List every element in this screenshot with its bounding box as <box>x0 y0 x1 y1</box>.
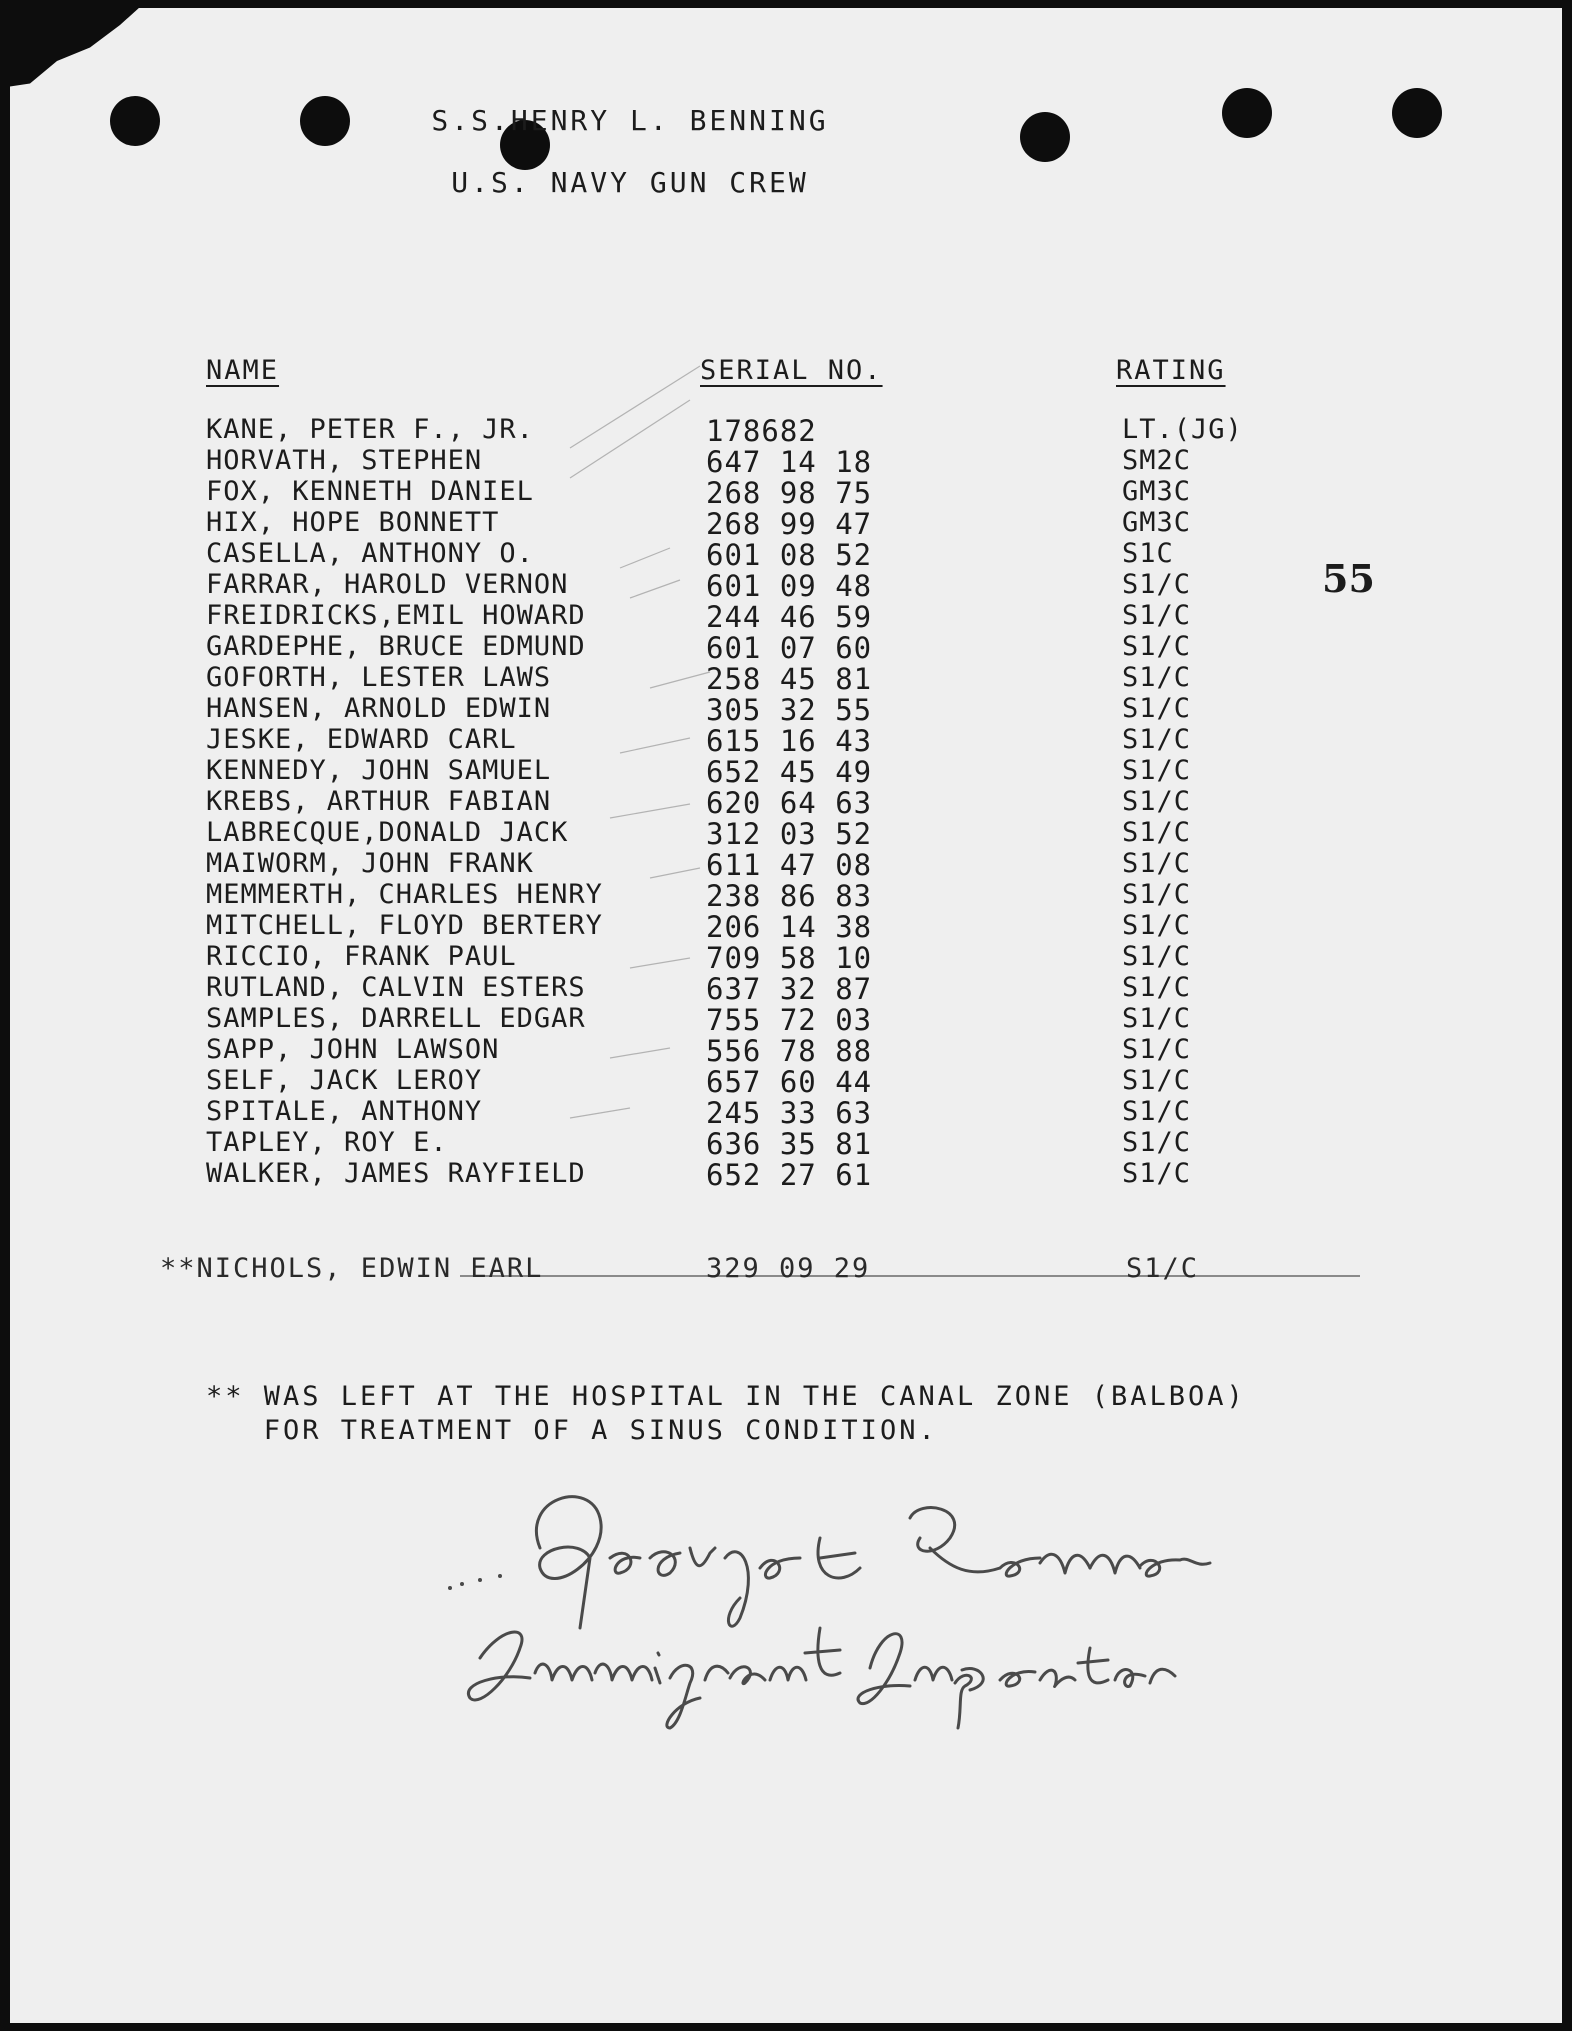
crew-serial: 601 07 60 <box>706 631 873 665</box>
crew-rating: S1/C <box>1122 1003 1192 1034</box>
crew-name: SELF, JACK LEROY <box>206 1065 483 1096</box>
crew-row <box>206 786 1306 820</box>
strike-line <box>460 1275 1360 1277</box>
crew-name: CASELLA, ANTHONY O. <box>206 538 534 569</box>
crew-rating: S1/C <box>1122 631 1192 662</box>
left-behind-serial: 329 09 29 <box>706 1253 871 1284</box>
crew-name: RICCIO, FRANK PAUL <box>206 941 517 972</box>
crew-serial: 238 86 83 <box>706 879 873 913</box>
crew-serial: 268 99 47 <box>706 507 873 541</box>
crew-rating: S1/C <box>1122 662 1192 693</box>
crew-row <box>206 1065 1306 1099</box>
crew-row <box>206 1127 1306 1161</box>
crew-row <box>206 507 1306 541</box>
crew-serial: 268 98 75 <box>706 476 873 510</box>
crew-name: GOFORTH, LESTER LAWS <box>206 662 552 693</box>
crew-serial: 620 64 63 <box>706 786 873 820</box>
crew-name: GARDEPHE, BRUCE EDMUND <box>206 631 586 662</box>
crew-name: SPITALE, ANTHONY <box>206 1096 483 1127</box>
crew-rating: S1/C <box>1122 569 1192 600</box>
crew-serial: 258 45 81 <box>706 662 873 696</box>
crew-row <box>206 817 1306 851</box>
crew-name: KREBS, ARTHUR FABIAN <box>206 786 552 817</box>
crew-serial: 206 14 38 <box>706 910 873 944</box>
crew-rating: GM3C <box>1122 476 1192 507</box>
crew-rating: S1/C <box>1122 972 1192 1003</box>
crew-row <box>206 445 1306 479</box>
crew-row <box>206 476 1306 510</box>
crew-rating: S1/C <box>1122 941 1192 972</box>
crew-rating: S1/C <box>1122 724 1192 755</box>
crew-serial: 601 09 48 <box>706 569 873 603</box>
crew-serial: 556 78 88 <box>706 1034 873 1068</box>
crew-rating: S1C <box>1122 538 1174 569</box>
crew-serial: 709 58 10 <box>706 941 873 975</box>
crew-serial: 244 46 59 <box>706 600 873 634</box>
crew-row <box>206 538 1306 572</box>
crew-row <box>206 414 1306 448</box>
crew-serial: 245 33 63 <box>706 1096 873 1130</box>
crew-serial: 611 47 08 <box>706 848 873 882</box>
crew-row <box>206 879 1306 913</box>
column-header-name: NAME <box>206 355 280 386</box>
crew-rating: S1/C <box>1122 600 1192 631</box>
crew-row <box>206 724 1306 758</box>
crew-row <box>206 662 1306 696</box>
crew-rating: SM2C <box>1122 445 1192 476</box>
crew-name: MAIWORM, JOHN FRANK <box>206 848 534 879</box>
crew-rating: LT.(JG) <box>1122 414 1243 445</box>
crew-serial: 652 45 49 <box>706 755 873 789</box>
crew-row <box>206 941 1306 975</box>
crew-serial: 305 32 55 <box>706 693 873 727</box>
crew-serial: 652 27 61 <box>706 1158 873 1192</box>
crew-serial: 636 35 81 <box>706 1127 873 1161</box>
crew-name: MITCHELL, FLOYD BERTERY <box>206 910 603 941</box>
crew-row <box>206 600 1306 634</box>
column-header-rating: RATING <box>1116 355 1226 386</box>
crew-name: HIX, HOPE BONNETT <box>206 507 500 538</box>
crew-name: KENNEDY, JOHN SAMUEL <box>206 755 552 786</box>
unit-title: U.S. NAVY GUN CREW <box>451 166 809 199</box>
crew-serial: 647 14 18 <box>706 445 873 479</box>
crew-row <box>206 1034 1306 1068</box>
crew-serial: 755 72 03 <box>706 1003 873 1037</box>
crew-rating: S1/C <box>1122 1034 1192 1065</box>
crew-rating: GM3C <box>1122 507 1192 538</box>
crew-row <box>206 631 1306 665</box>
crew-rating: S1/C <box>1122 755 1192 786</box>
crew-rating: S1/C <box>1122 848 1192 879</box>
left-behind-rating: S1/C <box>1126 1253 1200 1284</box>
crew-name: SAPP, JOHN LAWSON <box>206 1034 500 1065</box>
crew-rating: S1/C <box>1122 786 1192 817</box>
crew-rating: S1/C <box>1122 910 1192 941</box>
crew-row <box>206 972 1306 1006</box>
crew-name: RUTLAND, CALVIN ESTERS <box>206 972 586 1003</box>
crew-rating: S1/C <box>1122 1158 1192 1189</box>
crew-name: FOX, KENNETH DANIEL <box>206 476 534 507</box>
footnote-line: FOR TREATMENT OF A SINUS CONDITION. <box>206 1415 938 1446</box>
page-number: 55 <box>1322 556 1375 601</box>
crew-name: MEMMERTH, CHARLES HENRY <box>206 879 603 910</box>
crew-serial: 178682 <box>706 414 817 448</box>
crew-row <box>206 910 1306 944</box>
crew-serial: 601 08 52 <box>706 538 873 572</box>
crew-row <box>206 569 1306 603</box>
crew-name: JESKE, EDWARD CARL <box>206 724 517 755</box>
crew-name: SAMPLES, DARRELL EDGAR <box>206 1003 586 1034</box>
crew-name: FREIDRICKS,EMIL HOWARD <box>206 600 586 631</box>
document-page <box>10 8 1562 2023</box>
crew-name: KANE, PETER F., JR. <box>206 414 534 445</box>
crew-row <box>206 755 1306 789</box>
crew-serial: 615 16 43 <box>706 724 873 758</box>
crew-rating: S1/C <box>1122 817 1192 848</box>
crew-serial: 312 03 52 <box>706 817 873 851</box>
crew-row <box>206 693 1306 727</box>
handwritten-signature <box>440 1458 1240 1748</box>
crew-rating: S1/C <box>1122 879 1192 910</box>
crew-roster <box>206 414 1306 1192</box>
crew-name: LABRECQUE,DONALD JACK <box>206 817 569 848</box>
crew-rating: S1/C <box>1122 1127 1192 1158</box>
crew-name: FARRAR, HAROLD VERNON <box>206 569 569 600</box>
left-behind-row <box>160 1253 1260 1284</box>
crew-rating: S1/C <box>1122 1065 1192 1096</box>
crew-name: HANSEN, ARNOLD EDWIN <box>206 693 552 724</box>
column-header-serial: SERIAL NO. <box>700 355 883 386</box>
crew-rating: S1/C <box>1122 693 1192 724</box>
crew-name: TAPLEY, ROY E. <box>206 1127 448 1158</box>
crew-serial: 657 60 44 <box>706 1065 873 1099</box>
crew-serial: 637 32 87 <box>706 972 873 1006</box>
crew-name: HORVATH, STEPHEN <box>206 445 483 476</box>
crew-name: WALKER, JAMES RAYFIELD <box>206 1158 586 1189</box>
crew-row <box>206 1096 1306 1130</box>
crew-row <box>206 1158 1306 1192</box>
ship-title: S.S.HENRY L. BENNING <box>431 104 829 137</box>
left-behind-name: **NICHOLS, EDWIN EARL <box>160 1253 544 1284</box>
footnote-line: ** WAS LEFT AT THE HOSPITAL IN THE CANAL ZONE (BALBOA) <box>206 1381 1246 1412</box>
crew-rating: S1/C <box>1122 1096 1192 1127</box>
footnote <box>206 1380 1246 1448</box>
crew-row <box>206 1003 1306 1037</box>
crew-row <box>206 848 1306 882</box>
